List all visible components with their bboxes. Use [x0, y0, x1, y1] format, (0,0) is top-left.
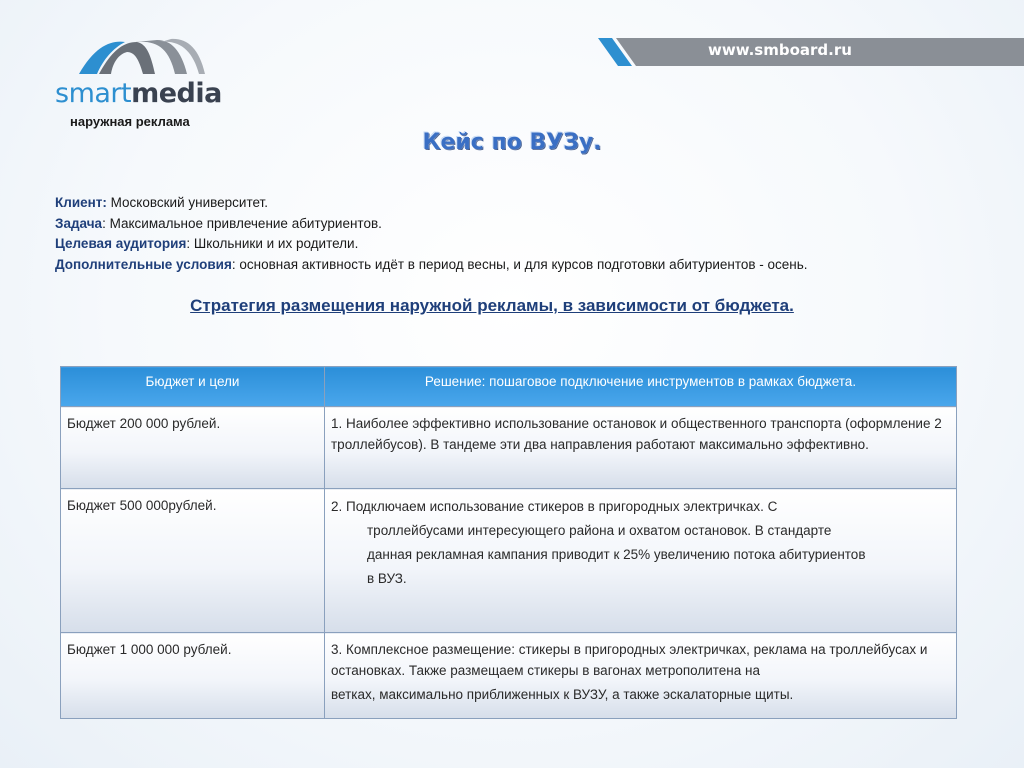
solution-line: 2. Подключаем использование стикеров в пригородных электричках. С [331, 499, 778, 514]
solution-cell [325, 489, 957, 633]
solution-line: в ВУЗ. [367, 571, 407, 586]
strategy-heading: Стратегия размещения наружной рекламы, в зависимости от бюджета. [190, 296, 794, 315]
logo-wordmark [55, 78, 222, 109]
header-budget: Бюджет и цели [61, 367, 325, 407]
solution-line: ветках, максимально приближенных к ВУЗУ, а также эскалаторные щиты. [331, 687, 794, 702]
budget-table [60, 366, 957, 719]
audience-value: : Школьники и их родители. [186, 236, 359, 251]
client-label: Клиент: [55, 195, 107, 210]
logo-waves-icon [77, 38, 207, 78]
client-line [55, 193, 808, 214]
table-header-row [61, 367, 957, 407]
client-value: Московский университет. [106, 195, 268, 210]
budget-cell: Бюджет 1 000 000 рублей. [61, 633, 325, 719]
url-banner [598, 38, 1024, 66]
solution-line: данная рекламная кампания приводит к 25% увеличению потока абитуриентов [367, 547, 866, 562]
table-row [61, 407, 957, 489]
case-info [55, 193, 808, 275]
solution-cell [325, 633, 957, 719]
slide-title: Кейс по ВУЗу. [422, 130, 602, 155]
logo-word-smart: smart [55, 78, 132, 109]
table-row [61, 489, 957, 633]
solution-cell: 1. Наиболее эффективно использование остановок и общественного транспорта (оформление 2 троллейбусов). В тандеме эти два направления работают максимально эффективно. [325, 407, 957, 489]
budget-cell: Бюджет 200 000 рублей. [61, 407, 325, 489]
audience-label: Целевая аудитория [55, 236, 187, 251]
task-value: : Максимальное привлечение абитуриентов. [102, 215, 382, 231]
table-row [61, 633, 957, 719]
logo-word-media: media [131, 78, 222, 109]
solution-line: троллейбусами интересующего района и охватом остановок. В стандарте [367, 523, 832, 538]
task-label: Задача [55, 215, 103, 231]
conditions-value: : основная активность идёт в период весны, и для курсов подготовки абитуриентов - осень. [231, 256, 808, 272]
audience-line [55, 234, 808, 255]
task-line [55, 214, 808, 235]
header-solution: Решение: пошаговое подключение инструментов в рамках бюджета. [325, 367, 957, 407]
conditions-label: Дополнительные условия [55, 256, 232, 272]
budget-cell: Бюджет 500 000рублей. [61, 489, 325, 633]
solution-line: 3. Комплексное размещение: стикеры в пригородных электричках, реклама на троллейбусах и остановках. Также размещаем стикеры в вагонах метрополитена на [331, 642, 928, 678]
conditions-line [55, 255, 808, 276]
logo-subtitle: наружная реклама [70, 114, 190, 129]
website-url[interactable]: www.smboard.ru [708, 41, 852, 59]
company-logo [55, 38, 235, 128]
